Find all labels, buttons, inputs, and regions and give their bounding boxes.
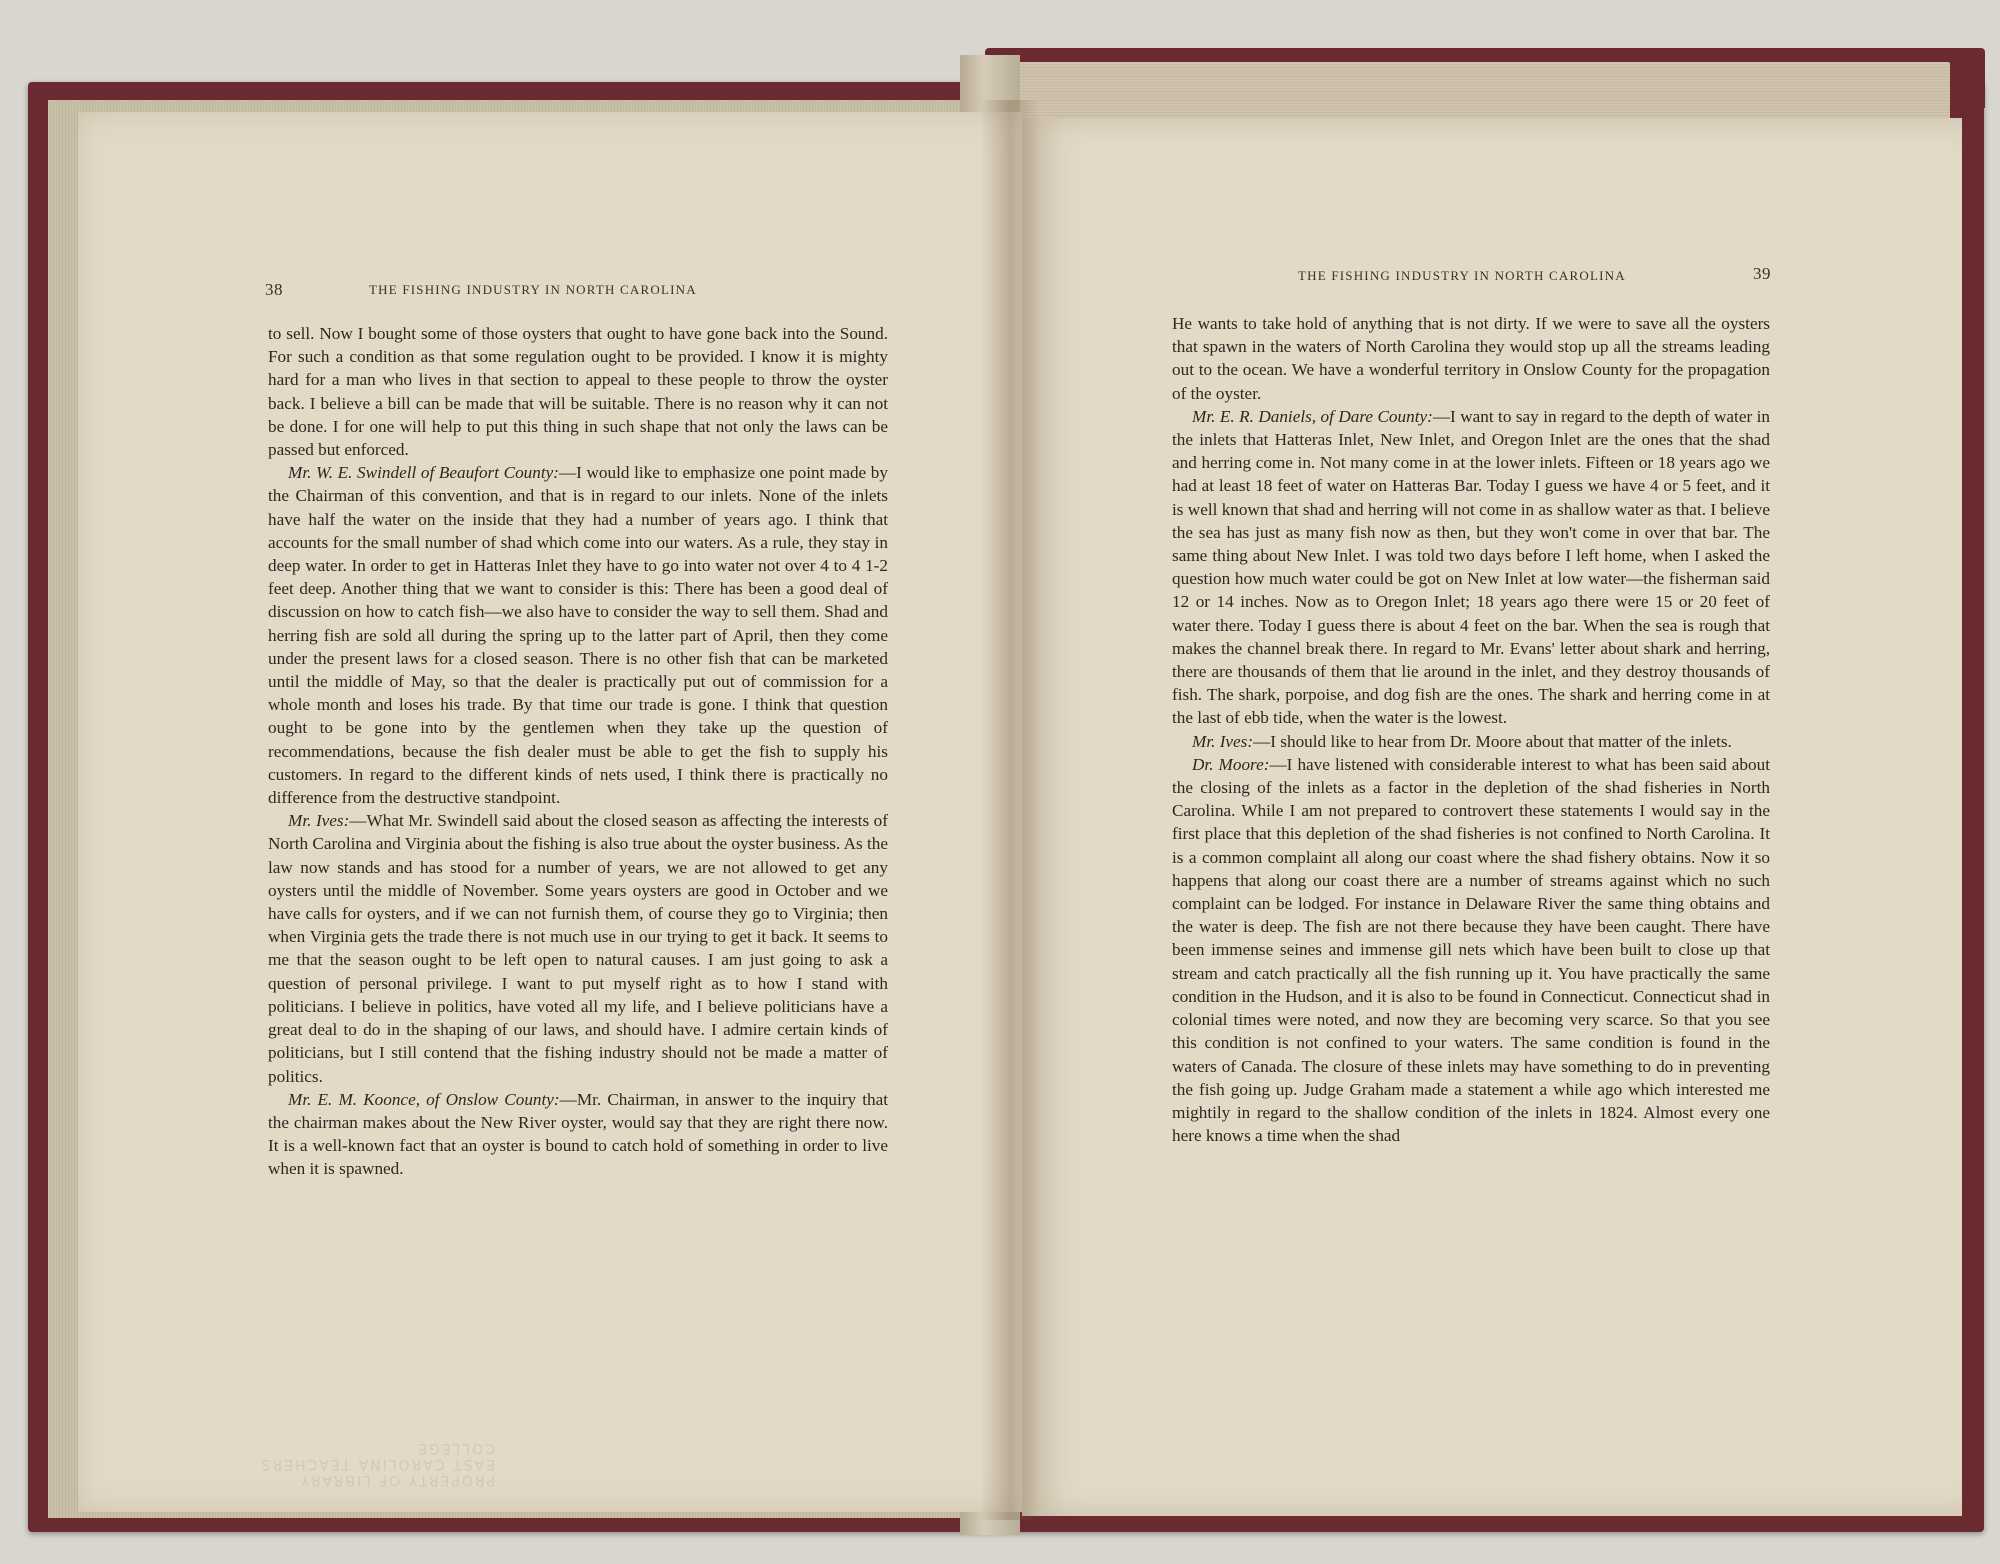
speaker-name: Mr. E. M. Koonce, of Onslow County: <box>288 1089 560 1109</box>
paragraph <box>268 461 888 809</box>
speaker-name: Mr. Ives: <box>1192 731 1254 751</box>
paragraph-text: —I want to say in regard to the depth of water in the inlets that Hatteras Inlet, New Inlet, and Oregon Inlet are the ones that the shad and herring come in. Not many come in at the lower inlets. Fifteen or 18 years ago we had at least 18 feet of water on Hatteras Bar. Today I guess we have 4 or 5 feet, and it is well known that shad and herring will not come in as shallow water as that. I believe the sea has just as many fish now as then, but they won't come in over that bar. The same thing about New Inlet. I was told two days before I left home, when I asked the question how much water could be got on New Inlet at low water—the fisherman said 12 or 14 inches. Now as to Oregon Inlet; 18 years ago there were 15 or 20 feet of water there. Today I guess there is about 4 feet on the bar. When the sea is rough that makes the channel break there. In regard to Mr. Evans' letter about shark and herring, there are thousands of them that lie around in the inlet, and they destroy thousands of fish. The shark, porpoise, and dog fish are the ones. The shark and herring come in at the last of ebb tide, when the water is the lowest. <box>1172 406 1770 728</box>
speaker-name: Mr. W. E. Swindell of Beaufort County: <box>288 463 559 483</box>
paragraph-text: to sell. Now I bought some of those oysters that ought to have gone back into the Sound. For such a condition as that some regulation ought to be provided. I know it is mighty hard for a man who lives in that section to appeal to these people to throw the oyster back. I believe a bill can be made that will be suitable. There is no reason why it can not be done. I for one will help to put this thing in such shape that not only the laws can be passed but enforced. <box>268 324 888 460</box>
left-page-number: 38 <box>265 280 283 299</box>
paragraph <box>1172 312 1770 405</box>
right-page-text <box>1172 312 1770 1147</box>
paragraph <box>268 809 888 1087</box>
paragraph-text: —What Mr. Swindell said about the closed season as affecting the interests of North Carolina and Virginia about the fishing is also true about the oyster business. As the law now stands and has stood for a number of years, we are not allowed to get any oysters until the middle of November. Some years oysters are good in October and we have calls for oysters, and if we can not furnish them, of course they go to Virginia; then when Virginia gets the trade there is not much use in our trying to get it back. It seems to me that the season ought to be left open to natural causes. I am just going to ask a question of personal privilege. I want to put myself right as to how I stand with politicians. I believe in politics, have voted all my life, and I believe politicians have a great deal to do in the shaping of our laws, and should have. I admire certain kinds of politicians, but I still contend that the fishing industry should not be made a matter of politics. <box>268 811 888 1086</box>
paragraph-text: He wants to take hold of anything that is not dirty. If we were to save all the oysters that spawn in the waters of North Carolina they would stop up all the streams leading out to the ocean. We have a wonderful territory in Onslow County for the propagation of the oyster. <box>1172 314 1770 403</box>
paragraph <box>1172 730 1770 753</box>
left-page-text <box>268 322 888 1181</box>
paragraph <box>1172 405 1770 730</box>
paragraph <box>268 1088 888 1181</box>
right-page-number: 39 <box>1753 264 1771 283</box>
left-running-title: THE FISHING INDUSTRY IN NORTH CAROLINA <box>369 282 697 297</box>
right-running-title: THE FISHING INDUSTRY IN NORTH CAROLINA <box>1298 268 1626 283</box>
right-page-header <box>1298 264 1778 285</box>
speaker-name: Mr. E. R. Daniels, of Dare County: <box>1192 406 1433 426</box>
paragraph-text: —I would like to emphasize one point made by the Chairman of this convention, and that is in regard to our inlets. None of the inlets have half the water on the inside that they had a number of years ago. I think that accounts for the small number of shad which come into our waters. As a rule, they stay in deep water. In order to get in Hatteras Inlet they have to go into water not over 4 to 4 1-2 feet deep. Another thing that we want to consider is this: There has been a good deal of discussion on how to catch fish—we also have to consider the way to sell them. Shad and herring fish are sold all during the spring up to the latter part of April, then they come under the present laws for a closed season. There is no other fish that can be marketed until the middle of May, so that the dealer is practically put out of commission for a whole month and loses his trade. By that time our trade is gone. I think that question ought to be gone into by the gentlemen when they take up the question of recommendations, because the fish dealer must be able to get the fish to supply his customers. In regard to the different kinds of nets used, I think there is practically no difference from the destructive standpoint. <box>268 463 888 808</box>
gutter-shadow <box>980 100 1040 1520</box>
left-page-header <box>265 280 885 300</box>
paragraph-text: —Mr. Chairman, in answer to the inquiry that the chairman makes about the New River oyster, would say that they are right there now. It is a well-known fact that an oyster is bound to catch hold of something in order to live when it is spawned. <box>268 1089 889 1179</box>
speaker-name: Mr. Ives: <box>288 811 350 831</box>
speaker-name: Dr. Moore: <box>1192 754 1270 774</box>
paragraph <box>1172 753 1770 1147</box>
stamp-line-2: EAST CAROLINA TEACHERS COLLEGE <box>259 1440 495 1472</box>
paragraph-text: —I have listened with considerable interest to what has been said about the closing of the inlets as a factor in the depletion of the shad fisheries in North Carolina. While I am not prepared to controvert these statements I would say in the first place that this depletion of the shad fisheries is not confined to North Carolina. It is a common complaint all along our coast where the shad fishery obtains. Now it so happens that along our coast there are a number of streams against which no such complaint can be lodged. For instance in Delaware River the same thing obtains and the water is deep. The fish are not there because they have been caught. There have been immense seines and immense gill nets which have been built to close up that stream and catch practically all the fish running up it. You have practically the same condition in the Hudson, and it is also to be found in Connecticut. Connecticut shad in colonial times were noted, and now they are becoming very scarce. So that you see this condition is not confined to your waters. The same condition is found in the waters of Canada. The closure of these inlets may have something to do in preventing the fish going up. Judge Graham made a statement a while ago which interested me mightily in regard to the shallow condition of the inlets in 1824. Almost every one here knows a time when the shad <box>1172 754 1770 1146</box>
stamp-line-1: PROPERTY OF LIBRARY <box>299 1472 495 1488</box>
library-stamp <box>195 1440 495 1488</box>
paragraph-text: —I should like to hear from Dr. Moore about that matter of the inlets. <box>1253 731 1732 751</box>
paragraph <box>268 322 888 461</box>
